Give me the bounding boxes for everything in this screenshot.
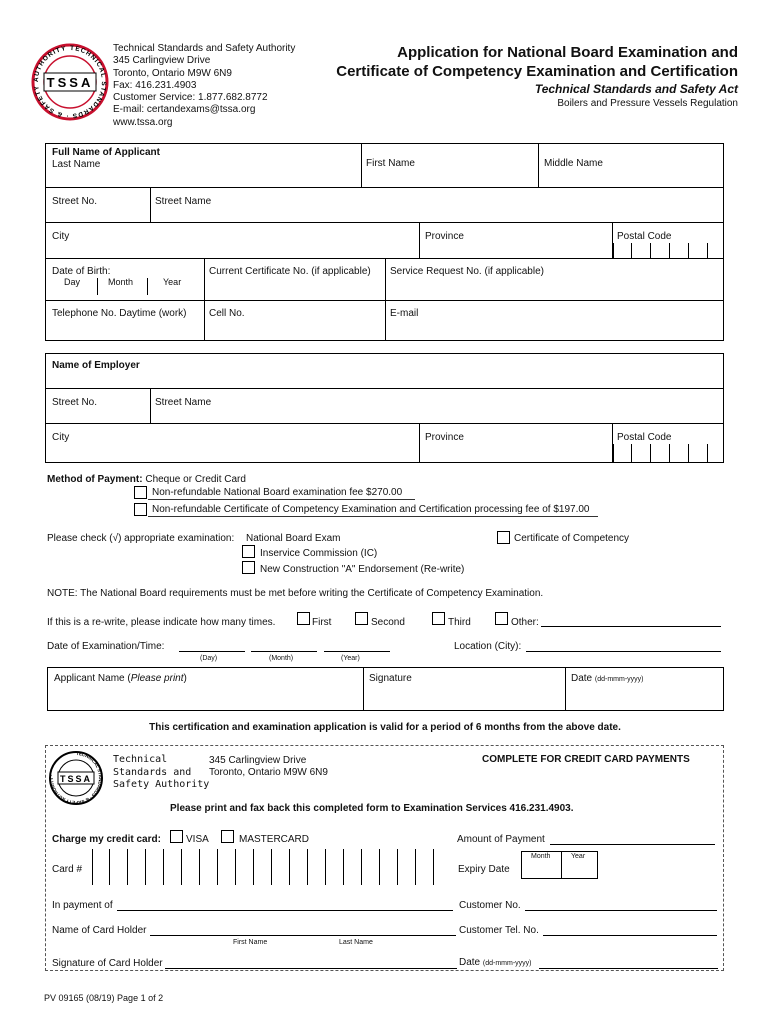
tssa-logo [30,42,110,122]
mastercard-label: MASTERCARD [239,834,310,845]
credit-org-name [113,754,209,792]
svg-text:TSSA: TSSA [59,774,93,784]
applicant-name-prefix: Applicant Name ( [54,673,131,684]
rewrite-third-label: Third [448,617,471,628]
cell-field[interactable]: Cell No. [209,308,245,319]
exam-month-caption: (Month) [269,655,294,662]
exam-location-label: Location (City): [454,641,522,652]
payment-method-value: Cheque or Credit Card [142,474,246,485]
regulation-name: Boilers and Pressure Vessels Regulation [557,98,738,109]
applicant-date-label: Date [571,673,593,684]
email-field[interactable]: E-mail [390,308,419,319]
customer-tel-line[interactable] [543,935,717,936]
dob-year: Year [163,277,182,287]
rewrite-second-label: Second [371,617,405,628]
org-name: Technical Standards and Safety Authority [113,43,296,54]
expiry-label: Expiry Date [458,864,510,875]
employer-postal-code-field[interactable]: Postal Code [617,432,672,443]
exam-day-caption: (Day) [200,655,218,662]
exam-check-label: Please check (√) appropriate examination: [47,533,235,544]
customer-tel-label: Customer Tel. No. [459,925,539,936]
exam-date-label: Date of Examination/Time: [47,641,165,652]
holder-last-name-caption: Last Name [339,939,373,946]
holder-date-line[interactable] [539,968,718,969]
holder-signature-label: Signature of Card Holder [52,958,163,969]
exam-year-line[interactable] [324,651,390,652]
act-name: Technical Standards and Safety Act [534,82,738,96]
rewrite-other-line[interactable] [541,626,721,627]
title-block [318,43,738,111]
exam-month-line[interactable] [251,651,317,652]
fee-coc-label: Non-refundable Certificate of Competency Examination and Certification processing fee of $197.00 [152,504,590,515]
national-board-label: National Board Exam [246,533,341,544]
amount-line[interactable] [550,844,715,845]
rewrite-label: If this is a re-write, please indicate how many times. [47,617,276,628]
exam-location-line[interactable] [526,651,721,652]
employer-province-field[interactable]: Province [425,432,464,443]
fee-coc-checkbox[interactable] [134,503,147,516]
credit-org-line2: Standards and [113,766,192,778]
credit-address [209,755,328,779]
telephone-field[interactable]: Telephone No. Daytime (work) [52,308,187,319]
rewrite-second-checkbox[interactable] [355,612,368,625]
dob-month: Month [108,277,134,287]
coc-checkbox[interactable] [497,531,510,544]
fee-nb-label: Non-refundable National Board examination fee $270.00 [152,487,403,498]
exam-day-line[interactable] [179,651,245,652]
org-city: Toronto, Ontario M9W 6N9 [113,67,232,79]
applicant-date-format: (dd-mmm-yyyy) [594,676,644,683]
inservice-label: Inservice Commission (IC) [260,548,378,559]
holder-date-field [459,957,532,968]
form-title-line1: Application for National Board Examination and [397,44,738,61]
applicant-date-field[interactable] [571,673,644,684]
credit-org-line3: Safety Authority [113,779,210,790]
applicant-name-italic: Please print [130,673,184,684]
visa-label: VISA [186,834,209,845]
amount-label: Amount of Payment [457,834,545,845]
expiry-year-caption: Year [571,853,586,860]
holder-first-name-caption: First Name [233,939,268,946]
fee-nb-checkbox[interactable] [134,486,147,499]
new-construction-label: New Construction "A" Endorsement (Re-write) [260,564,465,575]
employer-name-field[interactable]: Name of Employer [52,360,140,371]
in-payment-line[interactable] [117,910,453,911]
org-website: www.tssa.org [113,116,173,128]
credit-addr-line1: 345 Carlingview Drive [209,755,307,766]
nb-requirements-note: NOTE: The National Board requirements must be met before writing the Certificate of Competency Examination. [47,588,544,599]
customer-no-line[interactable] [525,910,717,911]
dob-day: Day [64,277,81,287]
employer-street-name-field[interactable]: Street Name [155,397,212,408]
svg-text:TECHNICAL STANDARDS · & SAFETY: TECHNICAL STANDARDS · & SAFETY AUTHORITY · [48,750,103,806]
new-construction-checkbox[interactable] [242,561,255,574]
visa-checkbox[interactable] [170,830,183,843]
holder-date-format: (dd-mmm-yyyy) [482,960,532,967]
holder-signature-line[interactable] [165,968,457,969]
holder-date-label: Date [459,957,481,968]
expiry-month-caption: Month [531,853,551,860]
rewrite-first-checkbox[interactable] [297,612,310,625]
in-payment-label: In payment of [52,900,113,911]
mastercard-checkbox[interactable] [221,830,234,843]
org-customer-service: Customer Service: 1.877.682.8772 [113,92,268,104]
validity-note: This certification and examination application is valid for a period of 6 months from the above date. [149,722,621,733]
payment-method [47,474,246,485]
payment-method-label: Method of Payment: [47,474,143,485]
card-number-cells[interactable] [92,849,434,885]
rewrite-other-label: Other: [511,617,539,628]
middle-name-field[interactable]: Middle Name [544,158,603,169]
tssa-logo-small [48,750,104,806]
coc-label: Certificate of Competency [514,533,630,544]
applicant-print-name-field[interactable] [54,673,187,684]
rewrite-third-checkbox[interactable] [432,612,445,625]
city-field[interactable]: City [52,231,70,242]
credit-org-line1: Technical [113,754,168,765]
org-address-block [113,43,313,129]
postal-code-cells[interactable] [613,243,724,258]
form-title-line2: Certificate of Competency Examination and Certification [336,63,738,80]
customer-no-label: Customer No. [459,900,521,911]
charge-label: Charge my credit card: [52,834,161,845]
fax-instruction: Please print and fax back this completed form to Examination Services 416.231.4903. [170,803,574,814]
current-cert-field[interactable]: Current Certificate No. (if applicable) [209,266,371,277]
rewrite-other-checkbox[interactable] [495,612,508,625]
employer-postal-code-cells[interactable] [613,444,724,463]
full-name-label: Full Name of Applicant [52,147,160,158]
street-name-field[interactable]: Street Name [155,196,212,207]
credit-addr-line2: Toronto, Ontario M9W 6N9 [209,767,328,778]
org-street: 345 Carlingview Drive [113,55,211,67]
card-holder-line[interactable] [150,935,456,936]
card-number-label: Card # [52,864,83,875]
province-field[interactable]: Province [425,231,464,242]
last-name-field[interactable]: Last Name [52,159,101,170]
first-name-field[interactable]: First Name [366,158,415,169]
exam-year-caption: (Year) [341,655,360,662]
svg-text:TECHNICAL STANDARDS · & SAFETY: TECHNICAL STANDARDS · & SAFETY AUTHORITY [32,44,108,120]
service-request-field[interactable]: Service Request No. (if applicable) [390,266,544,277]
rewrite-first-label: First [312,617,332,628]
org-fax: Fax: 416.231.4903 [113,79,197,91]
dob-label[interactable]: Date of Birth: [52,266,111,277]
street-no-field[interactable]: Street No. [52,196,98,207]
employer-street-no-field[interactable]: Street No. [52,397,98,408]
applicant-signature-field[interactable]: Signature [369,673,412,684]
card-holder-label: Name of Card Holder [52,925,147,936]
credit-heading: COMPLETE FOR CREDIT CARD PAYMENTS [482,754,690,765]
employer-city-field[interactable]: City [52,432,70,443]
inservice-checkbox[interactable] [242,545,255,558]
postal-code-field[interactable]: Postal Code [617,231,672,242]
form-id: PV 09165 (08/19) Page 1 of 2 [44,993,164,1003]
org-email: E-mail: certandexams@tssa.org [113,104,256,116]
svg-text:TSSA: TSSA [46,75,94,90]
applicant-name-suffix: ) [183,673,187,684]
